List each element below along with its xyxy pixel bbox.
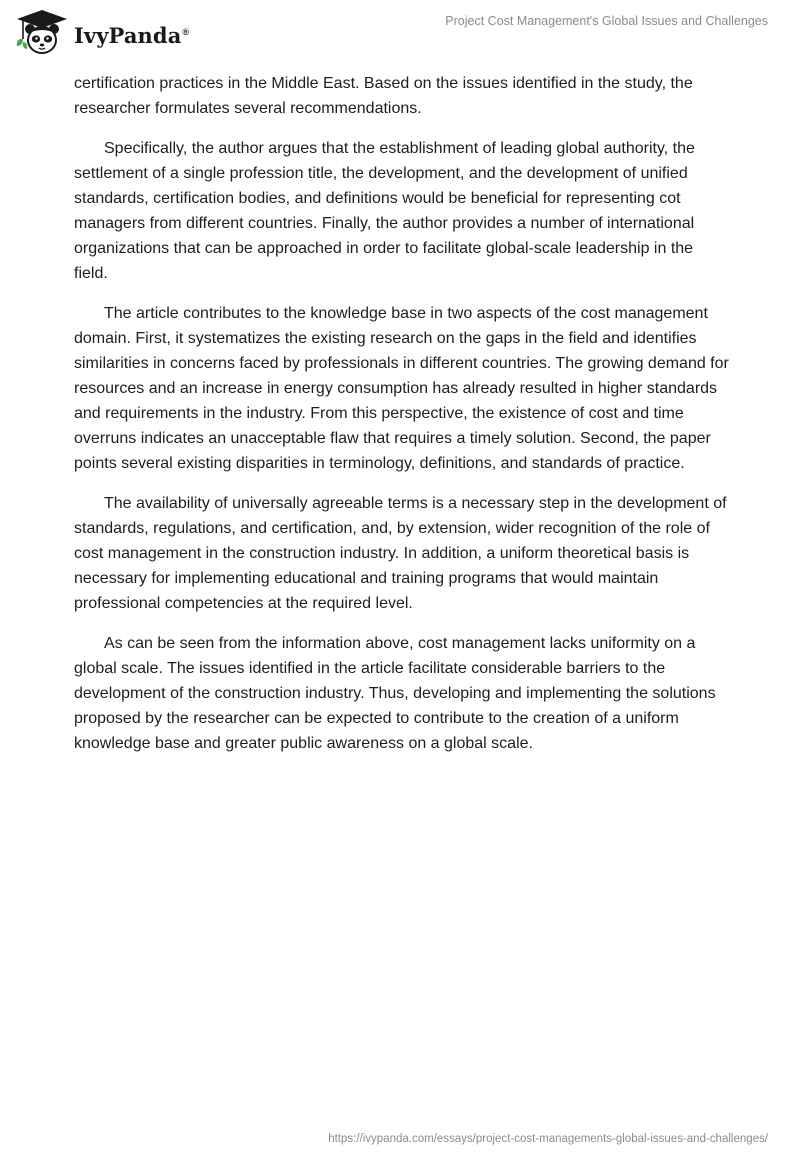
paragraph-3: The article contributes to the knowledge base in two aspects of the cost management domain. First, it systematizes the existing research on the gaps in the field and identifies similarities in concerns faced by professionals in different countries. The growing demand for resources and an increase in energy consumption has already resulted in higher standards and requirements in the industry. From this perspective, the existence of cost and time overruns indicates an unacceptable flaw that requires a timely solution. Second, the paper points several existing disparities in terminology, definitions, and standards of practice.: [74, 305, 729, 472]
paragraph-1: certification practices in the Middle East. Based on the issues identified in the study, the researcher formulates several recommendations.: [74, 75, 693, 117]
page-header: [0, 0, 800, 62]
essay-body: [74, 71, 730, 771]
document-title: Project Cost Management's Global Issues and Challenges: [445, 14, 768, 28]
panda-graduation-cap-icon: [14, 9, 70, 57]
paragraph-4: The availability of universally agreeable terms is a necessary step in the development of standards, regulations, and certification, and, by extension, wider recognition of the role of cost management in the construction industry. In addition, a uniform theoretical basis is necessary for implementing educational and training programs that would maintain professional competencies at the required level.: [74, 495, 727, 612]
source-url-link[interactable]: https://ivypanda.com/essays/project-cost-managements-global-issues-and-challenges/: [328, 1133, 768, 1145]
brand-name: IvyPanda®: [74, 22, 190, 48]
paragraph-5: As can be seen from the information above, cost management lacks uniformity on a global scale. The issues identified in the article facilitate considerable barriers to the development of the construction industry. Thus, developing and implementing the solutions proposed by the researcher can be expected to contribute to the creation of a uniform knowledge base and greater public awareness on a global scale.: [74, 635, 716, 752]
ivypanda-logo[interactable]: [14, 9, 189, 57]
registered-mark: ®: [182, 26, 190, 37]
paragraph-2: Specifically, the author argues that the establishment of leading global authority, the settlement of a single profession title, the development, and the development of unified standards, certification bodies, and definitions would be beneficial for representing cot managers from different countries. Finally, the author provides a number of international organizations that can be approached in order to facilitate global-scale leadership in the field.: [74, 140, 695, 282]
